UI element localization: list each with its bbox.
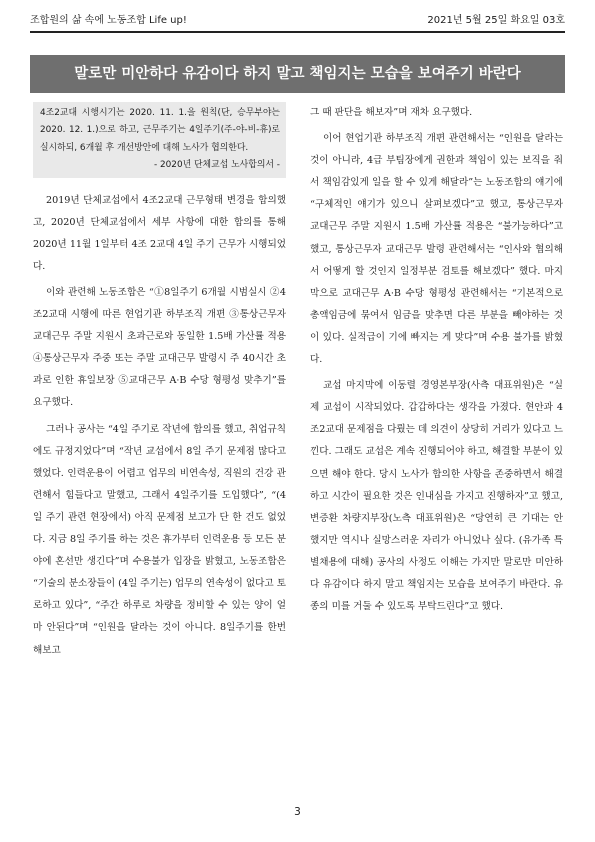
- article-paragraph: 그 때 판단을 해보자”며 재차 요구했다.: [310, 107, 473, 118]
- article-headline: 말로만 미안하다 유감이다 하지 말고 책임지는 모습을 보여주기 바란다: [30, 55, 565, 93]
- article-paragraph: 그러나 공사는 “4일 주기로 작년에 합의를 했고, 취업규칙에도 규정지었다”며 “작년 교섭에서 8일 주기 문제점 많다고 했었다. 인력운용이 어렵고 업무의 비연속성, 직원의 건강 관련해서 힘들다고 말했고, 그래서 4일주기를 도입했다”, “(4일 주기 관련 현장에서) 아직 문제점 보고가 단 한 건도 없었다. 지금 8일 주기를 하는 것은 휴가부터 인력운용 등 모든 분야에 혼선만 생긴다”며 수용불가 입장을 밝혔고, 노동조합은 “기술의 분소장들이 (4일 주기는) 업무의 연속성이 없다고 토로하고 있다”, “주간 하루로 차량을 정비할 수 있는 양이 얼마 안된다”며 “인원을 달라는 것이 아니다. 8일주기를 한번 해보고: [33, 423, 286, 656]
- page-header: [30, 12, 565, 30]
- page-number: 3: [294, 806, 301, 818]
- agreement-notice-signature: - 2020년 단체교섭 노사합의서 -: [153, 160, 280, 171]
- left-column: [33, 102, 286, 666]
- agreement-notice-text: 4조2교대 시행시기는 2020. 11. 1.을 원칙(단, 승무부야는 2020. 12. 1.)으로 하고, 근무주기는 4일주기(주-야-비-휴)로 실시하되, 6개월 후 개선방안에 대해 노사가 협의한다.: [40, 108, 280, 153]
- agreement-notice-box: [33, 102, 286, 178]
- article-paragraph: 2019년 단체교섭에서 4조2교대 근무형태 변경을 합의했고, 2020년 단체교섭에서 세부 사항에 대한 합의를 통해 2020년 11월 1일부터 4조 2교대 4일 주기 근무가 시행되었다.: [33, 194, 286, 272]
- right-column: [310, 102, 563, 622]
- newsletter-slogan: 조합원의 삶 속에 노동조합 Life up!: [30, 15, 187, 26]
- issue-date: 2021년 5월 25일 화요일 03호: [427, 15, 565, 26]
- article-paragraph: 이어 현업기관 하부조직 개편 관련해서는 “인원을 달라는 것이 아니라, 4급 부팀장에게 권한과 책임이 있는 보직을 줘서 책임감있게 일을 할 수 있게 해달라”는 노동조합의 얘기에 “구체적인 얘기가 있으니 살펴보겠다”고 했고, 통상근무자 교대근무 주말 지원시 1.5배 가산률 적용은 “불가능하다”고 했고, 통상근무자 교대근무 발령 관련해서는 “인사와 협의해서 어떻게 할 것인지 일정부분 검토를 해보겠다” 했다. 마지막으로 교대근무 A·B 수당 형평성 관련해서는 “기본적으로 총액임금에 묶여서 임금을 맞추면 다른 부분을 빼야하는 것이 있다. 실적급이 기에 빠지는 게 맞다”며 수용 불가를 밝혔다.: [310, 133, 563, 366]
- header-rule: [30, 31, 565, 33]
- article-paragraph: 교섭 마지막에 이동렬 경영본부장(사측 대표위원)은 “실제 교섭이 시작되었다. 갑갑하다는 생각을 가졌다. 현안과 4조2교대 문제점을 다뤘는 데 의견이 상당히 거리가 있다고 느낀다. 그래도 교섭은 계속 진행되어야 하고, 해결할 부분이 있으면 해야 한다. 당시 노사가 합의한 사항을 존중하면서 해결하고 시간이 필요한 것은 인내심을 가지고 진행하자”고 했고, 변증환 차량지부장(노측 대표위원)은 “당연히 큰 기대는 안 했지만 역시나 실망스러운 자리가 아니었나 싶다. (유가족 특별채용에 대해) 공사의 사정도 이해는 가지만 말로만 미안하다 유감이다 하지 말고 책임지는 모습을 보여주기 바란다. 유종의 미를 거둘 수 있도록 부탁드린다”고 했다.: [310, 380, 563, 613]
- article-paragraph: 이와 관련해 노동조합은 “①8일주기 6개월 시범실시 ②4조2교대 시행에 따른 현업기관 하부조직 개편 ③통상근무자 교대근무 주말 지원시 초과근로와 동일한 1.5배 가산률 적용 ④통상근무자 주중 또는 주말 교대근무 발령시 주 40시간 초과로 인한 휴일보장 ⑤교대근무 A·B 수당 형평성 맞추기”를 요구했다.: [33, 287, 286, 409]
